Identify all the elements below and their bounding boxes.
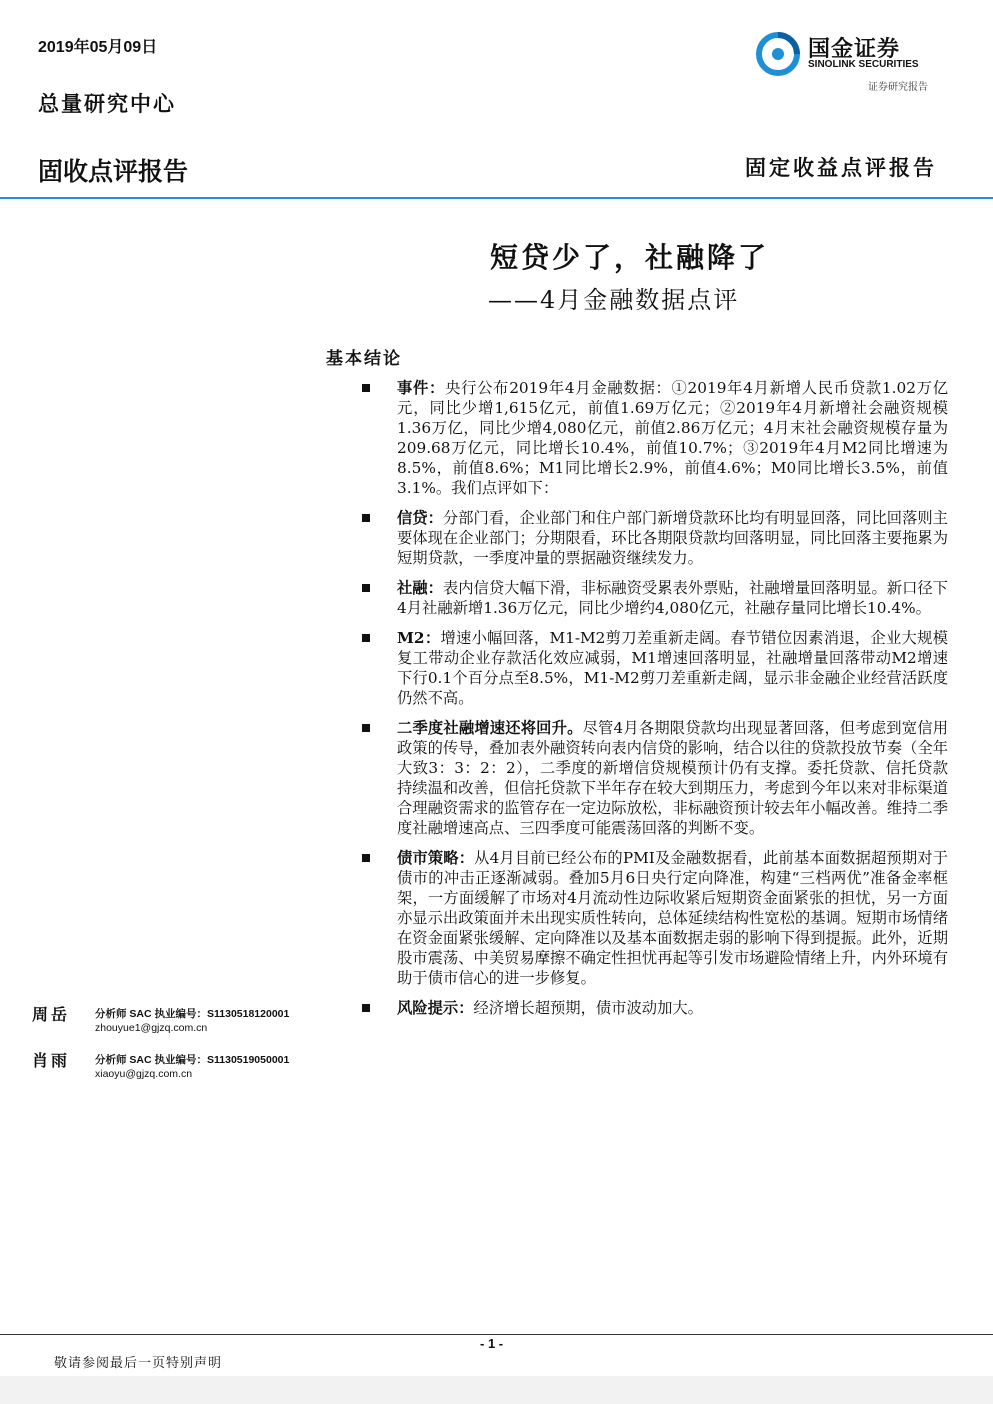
- point-lead: 债市策略：: [397, 849, 475, 867]
- point-lead: 二季度社融增速还将回升。: [397, 719, 583, 737]
- point-text: 尽管4月各期限贷款均出现显著回落，但考虑到宽信用政策的传导，叠加表外融资转向表内信贷的影响，结合以往的贷款投放节奏（全年大致3：3：2：2），二季度的新增信贷规模预计仍有支撑。委托贷款、信托贷款持续温和改善，但信托贷款下半年存在较大到期压力，考虑到今年以来对非标渠道合理融资需求的监管存在一定边际放松，非标融资预计较去年小幅改善。维持二季度社融增速高点、三四季度可能震荡回落的判断不变。: [397, 719, 948, 837]
- analyst-sac-id: 分析师 SAC 执业编号：S1130519050001: [95, 1054, 290, 1066]
- analyst-name: 周岳: [32, 1005, 71, 1024]
- point-text: 央行公布2019年4月金融数据：①2019年4月新增人民币贷款1.02万亿元，同比少增1,615亿元，前值1.69万亿元；②2019年4月新增社会融资规模1.36万亿，同比少增4,080亿元，前值2.86万亿元；4月末社会融资规模存量为209.68万亿元，同比增长10.4%，前值10.7%；③2019年4月M2同比增速为8.5%，前值8.6%；M1同比增长2.9%，前值4.6%；M0同比增长3.5%，前值3.1%。我们点评如下：: [397, 379, 948, 497]
- list-item: [360, 508, 948, 568]
- report-type-right: 固定收益点评报告: [745, 155, 937, 180]
- list-item: [360, 718, 948, 838]
- list-item: [360, 998, 948, 1018]
- logo-text-en: SINOLINK SECURITIES: [808, 59, 919, 70]
- bottom-band: [0, 1376, 993, 1404]
- point-text: 分部门看，企业部门和住户部门新增贷款环比均有明显回落，同比回落则主要体现在企业部门；分期限看，环比各期限贷款均回落明显，同比回落主要拖累为短期贷款，一季度冲量的票据融资继续发力。: [397, 509, 948, 567]
- analyst-sac-id: 分析师 SAC 执业编号：S1130518120001: [95, 1008, 290, 1020]
- list-item: [360, 378, 948, 498]
- section-heading: 基本结论: [326, 349, 402, 369]
- square-bullet-icon: [362, 854, 370, 862]
- footer-disclaimer: 敬请参阅最后一页特别声明: [54, 1356, 223, 1371]
- point-text: 经济增长超预期，债市波动加大。: [473, 999, 703, 1017]
- point-lead: 风险提示：: [397, 999, 474, 1017]
- square-bullet-icon: [362, 384, 370, 392]
- logo-subtitle: 证券研究报告: [868, 82, 928, 93]
- report-title: 短贷少了，社融降了: [490, 241, 770, 274]
- page-number: - 1 -: [480, 1336, 504, 1351]
- point-lead: M2：: [397, 629, 441, 647]
- analyst-email[interactable]: xiaoyu@gjzq.com.cn: [95, 1068, 193, 1080]
- report-date: 2019年05月09日: [38, 39, 158, 56]
- analyst-email[interactable]: zhouyue1@gjzq.com.cn: [95, 1022, 208, 1034]
- logo-text-cn: 国金证券: [808, 36, 901, 61]
- report-type-left: 固收点评报告: [38, 158, 189, 186]
- square-bullet-icon: [362, 724, 370, 732]
- point-text: 从4月目前已经公布的PMI及金融数据看，此前基本面数据超预期对于债市的冲击正逐渐减弱。叠加5月6日央行定向降准，构建“三档两优”准备金率框架，一方面缓解了市场对4月流动性边际收紧后短期资金面紧张的担忧，另一方面亦显示出政策面并未出现实质性转向，总体延续结构性宽松的基调。短期市场情绪在资金面紧张缓解、定向降准以及基本面数据走弱的影响下得到提振。此外，近期股市震荡、中美贸易摩擦不确定性担忧再起等引发市场避险情绪上升，内外环境有助于债市信心的进一步修复。: [397, 849, 948, 987]
- list-item: [360, 578, 948, 618]
- square-bullet-icon: [362, 514, 370, 522]
- header-divider: [0, 197, 993, 199]
- analyst-name: 肖雨: [32, 1051, 71, 1070]
- point-lead: 信贷：: [397, 509, 443, 527]
- list-item: [360, 848, 948, 988]
- footer-divider: [0, 1334, 993, 1335]
- company-logo: [756, 30, 946, 75]
- square-bullet-icon: [362, 584, 370, 592]
- logo-mark-icon: [756, 32, 800, 76]
- point-lead: 社融：: [397, 579, 443, 597]
- list-item: [360, 628, 948, 708]
- research-center: 总量研究中心: [38, 91, 176, 116]
- report-subtitle: ——4月金融数据点评: [488, 286, 740, 314]
- point-lead: 事件：: [397, 379, 446, 397]
- point-text: 增速小幅回落，M1-M2剪刀差重新走阔。春节错位因素消退，企业大规模复工带动企业存款活化效应减弱，M1增速回落明显，社融增量回落带动M2增速下行0.1个百分点至8.5%，M1-M2剪刀差重新走阔，显示非金融企业经营活跃度仍然不高。: [397, 629, 949, 707]
- point-text: 表内信贷大幅下滑，非标融资受累表外票贴，社融增量回落明显。新口径下4月社融新增1.36万亿元，同比少增约4,080亿元，社融存量同比增长10.4%。: [397, 579, 948, 617]
- square-bullet-icon: [362, 1004, 370, 1012]
- square-bullet-icon: [362, 634, 370, 642]
- conclusion-list: [360, 378, 948, 1028]
